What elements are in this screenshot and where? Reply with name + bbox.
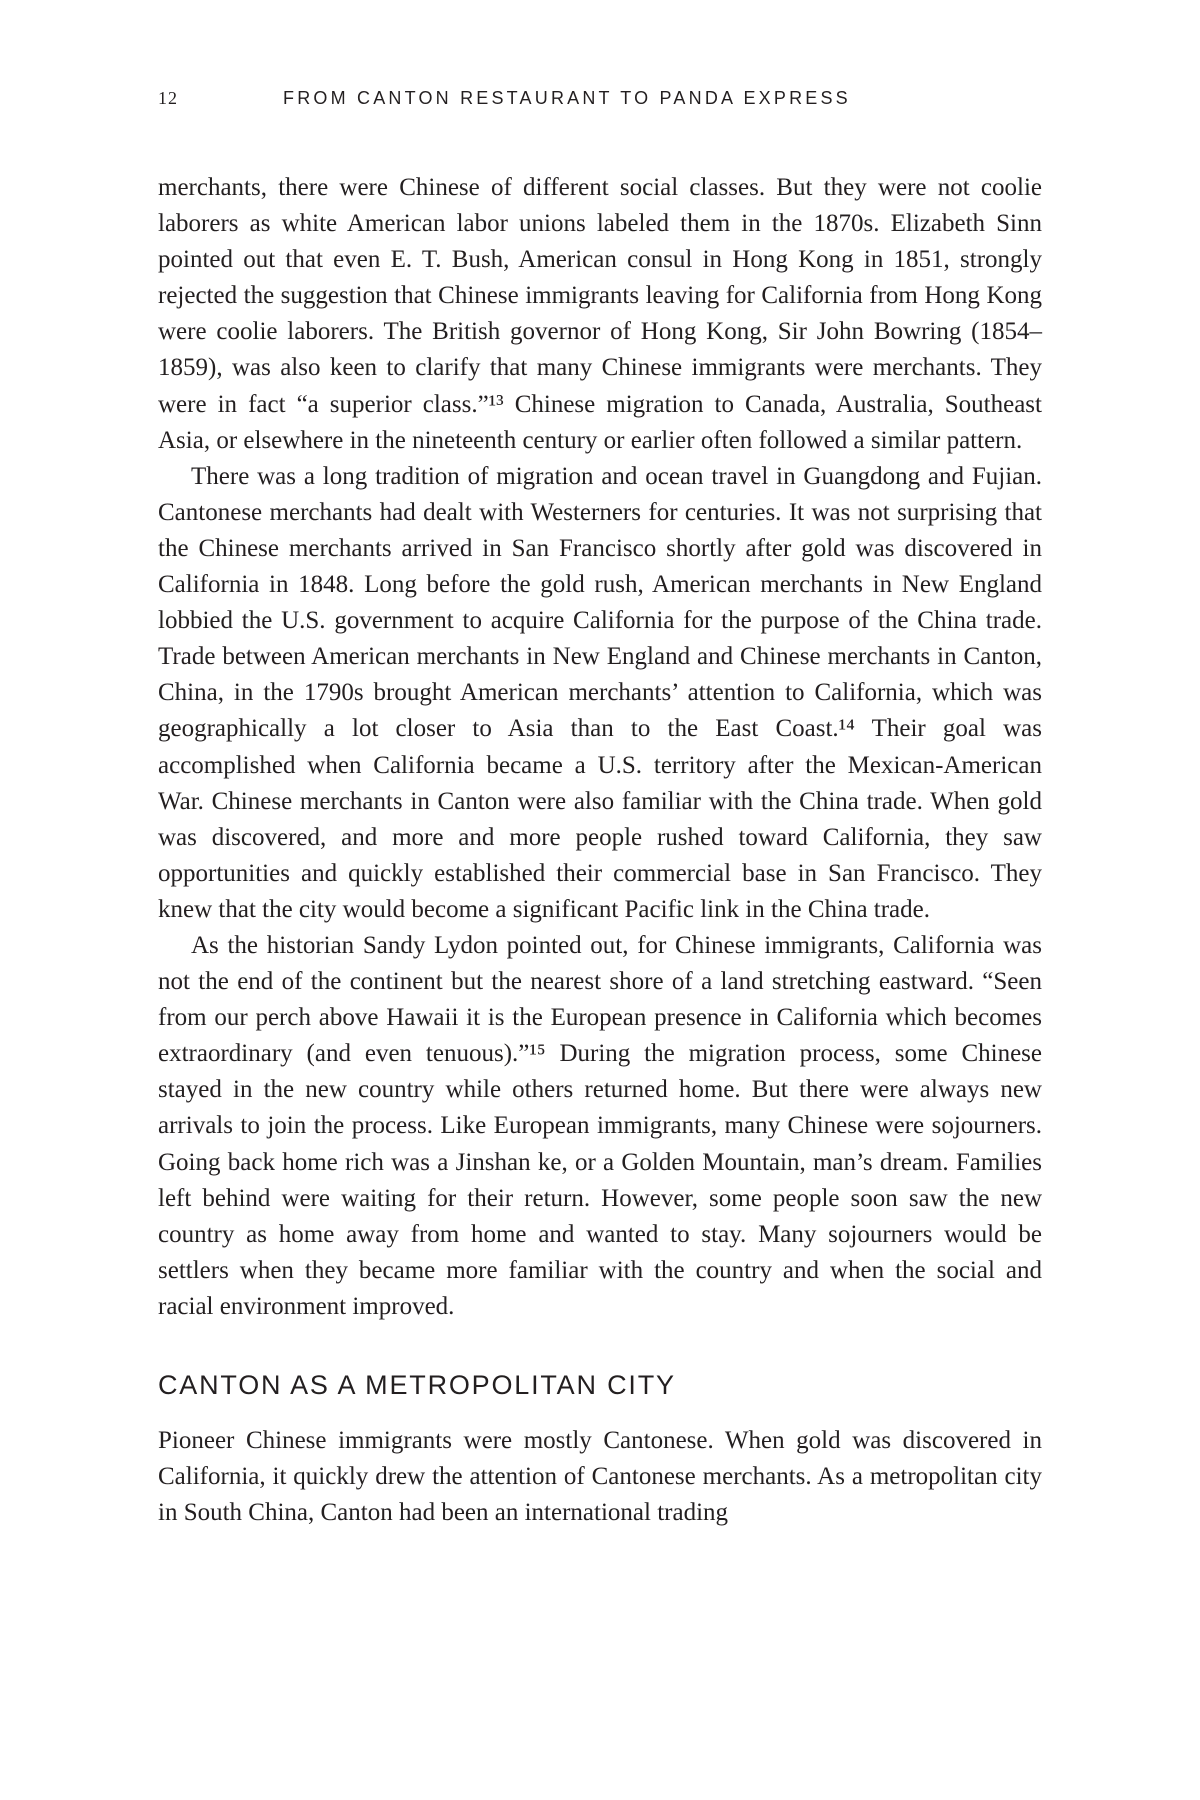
paragraph-1: merchants, there were Chinese of different social classes. But they were not coolie laborers as white American labor unions labeled them in the 1870s. Elizabeth Sinn pointed out that even E. T. Bush, American consul in Hong Kong in 1851, strongly rejected the suggestion that Chinese immigrants leaving for California from Hong Kong were coolie laborers. The British governor of Hong Kong, Sir John Bowring (1854–1859), was also keen to clarify that many Chinese immigrants were merchants. They were in fact “a superior class.”¹³ Chinese migration to Canada, Australia, Southeast Asia, or elsewhere in the nineteenth century or earlier often followed a similar pattern. (158, 174, 1042, 454)
page-number: 12 (158, 88, 178, 108)
section-paragraph: Pioneer Chinese immigrants were mostly Cantonese. When gold was discovered in California, it quickly drew the attention of Cantonese merchants. As a metropolitan city in South China, Canton had been an international trading (158, 1427, 1042, 1527)
running-header (158, 88, 1043, 112)
running-title: FROM CANTON RESTAURANT TO PANDA EXPRESS (283, 88, 851, 108)
page-body (158, 170, 1042, 1531)
paragraph-2: There was a long tradition of migration and ocean travel in Guangdong and Fujian. Cantonese merchants had dealt with Westerners for centuries. It was not surprising that the Chinese merchants arrived in San Francisco shortly after gold was discovered in California in 1848. Long before the gold rush, American merchants in New England lobbied the U.S. government to acquire California for the purpose of the China trade. Trade between American merchants in New England and Chinese merchants in Canton, China, in the 1790s brought American merchants’ attention to California, which was geographically a lot closer to Asia than to the East Coast.¹⁴ Their goal was accomplished when California became a U.S. territory after the Mexican-American War. Chinese merchants in Canton were also familiar with the China trade. When gold was discovered, and more and more people rushed toward California, they saw opportunities and quickly established their commercial base in San Francisco. They knew that the city would become a significant Pacific link in the China trade. (158, 462, 1042, 923)
paragraph-3: As the historian Sandy Lydon pointed out, for Chinese immigrants, California was not the end of the continent but the nearest shore of a land stretching eastward. “Seen from our perch above Hawaii it is the European presence in California which becomes extraordinary (and even tenuous).”¹⁵ During the migration process, some Chinese stayed in the new country while others returned home. But there were always new arrivals to join the process. Like European immigrants, many Chinese were sojourners. Going back home rich was a Jinshan ke, or a Golden Mountain, man’s dream. Families left behind were waiting for their return. However, some people soon saw the new country as home away from home and wanted to stay. Many sojourners would be settlers when they became more familiar with the country and when the social and racial environment improved. (158, 931, 1042, 1320)
section-heading: CANTON AS A METROPOLITAN CITY (158, 1370, 676, 1400)
